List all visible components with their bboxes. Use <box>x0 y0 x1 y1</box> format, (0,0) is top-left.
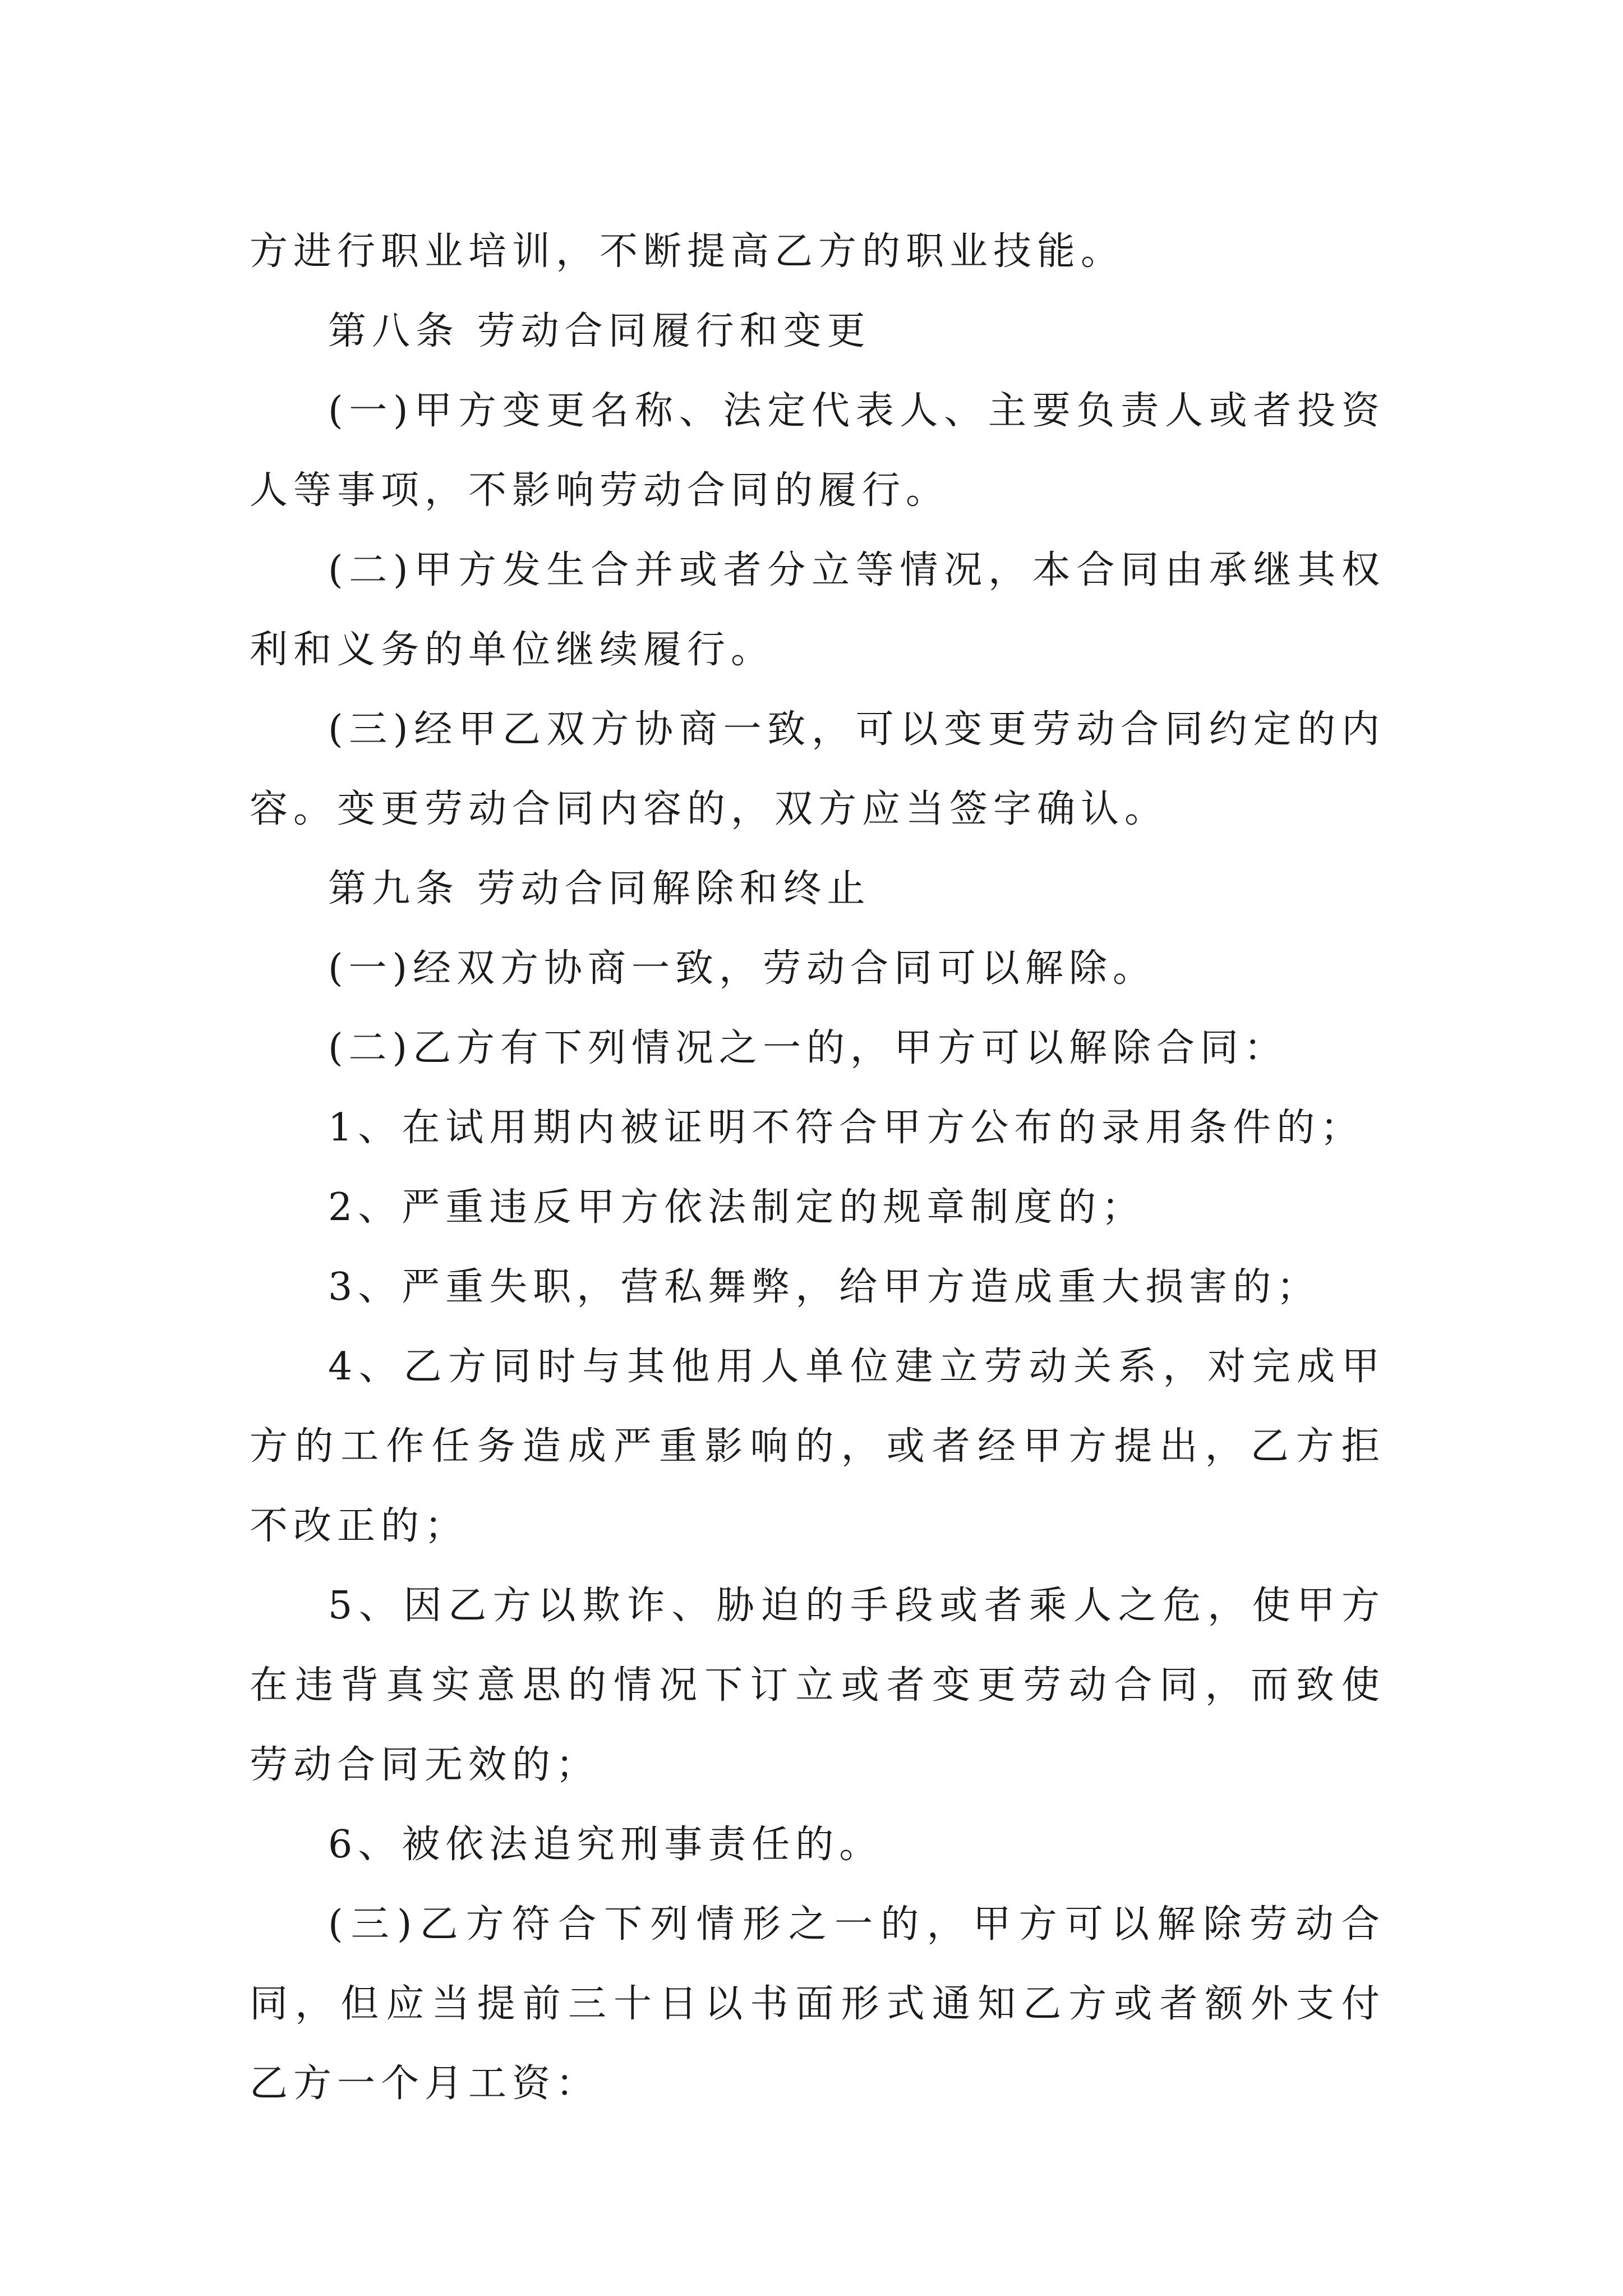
document-body <box>250 212 1385 2124</box>
paragraph-9-2: (二)乙方有下列情况之一的，甲方可以解除合同： <box>328 1026 1288 1070</box>
paragraph-training-continuation: 方进行职业培训，不断提高乙方的职业技能。 <box>250 229 1125 274</box>
heading-article-9: 第九条 劳动合同解除和终止 <box>328 867 871 911</box>
paragraph-9-1: (一)经双方协商一致，劳动合同可以解除。 <box>328 946 1157 991</box>
list-item-4: 4、乙方同时与其他用人单位建立劳动关系，对完成甲方的工作任务造成严重影响的，或者经甲方提出，乙方拒不改正的； <box>250 1345 1385 1548</box>
paragraph-9-3: (三)乙方符合下列情形之一的，甲方可以解除劳动合同，但应当提前三十日以书面形式通知乙方或者额外支付乙方一个月工资： <box>250 1902 1385 2106</box>
paragraph-8-2: (二)甲方发生合并或者分立等情况，本合同由承继其权利和义务的单位继续履行。 <box>250 548 1385 672</box>
list-item-3: 3、严重失职，营私舞弊，给甲方造成重大损害的； <box>328 1265 1321 1309</box>
heading-article-8: 第八条 劳动合同履行和变更 <box>328 309 871 353</box>
list-item-5: 5、因乙方以欺诈、胁迫的手段或者乘人之危，使甲方在违背真实意思的情况下订立或者变更劳动合同，而致使劳动合同无效的； <box>250 1584 1385 1787</box>
paragraph-8-3: (三)经甲乙双方协商一致，可以变更劳动合同约定的内容。变更劳动合同内容的，双方应当签字确认。 <box>250 707 1385 831</box>
list-item-2: 2、严重违反甲方依法制定的规章制度的； <box>328 1185 1146 1230</box>
list-item-6: 6、被依法追究刑事责任的。 <box>328 1823 883 1867</box>
paragraph-8-1: (一)甲方变更名称、法定代表人、主要负责人或者投资人等事项，不影响劳动合同的履行。 <box>250 389 1385 513</box>
list-item-1: 1、在试用期内被证明不符合甲方公布的录用条件的； <box>328 1106 1364 1150</box>
